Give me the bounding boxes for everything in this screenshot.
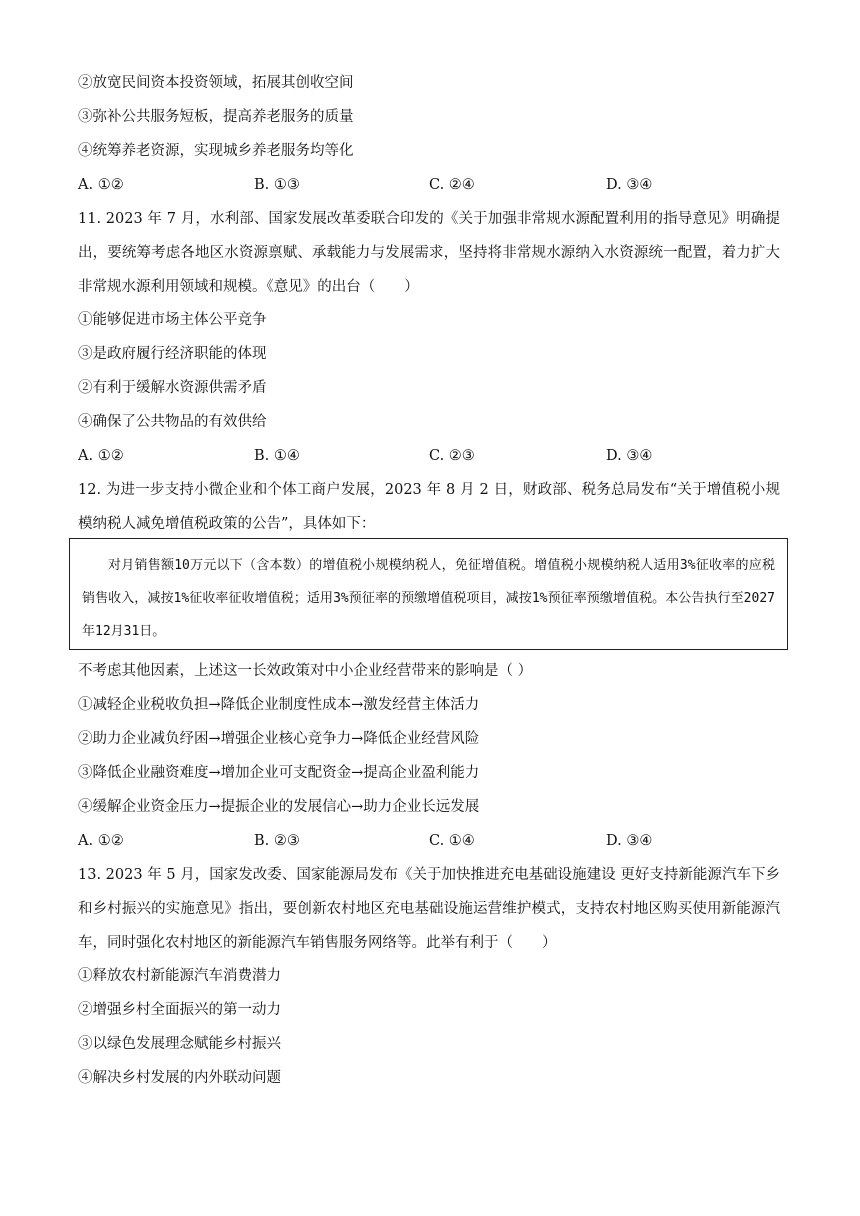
q12-option-d: D. ③④ — [606, 833, 653, 849]
q13-item-3: ③以绿色发展理念赋能乡村振兴 — [78, 1036, 281, 1052]
q12-notice-box: 对月销售额10万元以下（含本数）的增值税小规模纳税人，免征增值税。增值税小规模纳税人适用3%征收率的应税销售收入，减按1%征收率征收增值税；适用3%预征率的预缴增值税项目，减按1%预征率预缴增值税。本公告执行至2027年12月31日。 — [69, 538, 788, 650]
q10-option-b: B. ①③ — [254, 177, 300, 193]
q11-options — [78, 446, 778, 466]
q10-options — [78, 175, 778, 195]
q10-item-2: ②放宽民间资本投资领域，拓展其创收空间 — [78, 75, 354, 91]
q12-stem: 12. 为进一步支持小微企业和个体工商户发展，2023 年 8 月 2 日，财政部、税务总局发布“关于增值税小规模纳税人减免增值税政策的公告”，具体如下： — [78, 482, 780, 532]
q12-question: 不考虑其他因素，上述这一长效政策对中小企业经营带来的影响是（ ） — [78, 663, 533, 679]
q11-item-3: ③是政府履行经济职能的体现 — [78, 346, 267, 362]
q11-stem: 11. 2023 年 7 月，水利部、国家发展改革委联合印发的《关于加强非常规水源配置利用的指导意见》明确提出，要统筹考虑各地区水资源禀赋、承载能力与发展需求，坚持将非常规水源纳入水资源统一配置，着力扩大非常规水源利用领域和规模。《意见》的出台（ ） — [78, 211, 780, 295]
q11-item-1: ①能够促进市场主体公平竞争 — [78, 312, 267, 328]
q10-option-c: C. ②④ — [429, 177, 475, 193]
q13-item-1: ①释放农村新能源汽车消费潜力 — [78, 968, 281, 984]
q12-item-2: ②助力企业减负纾困→增强企业核心竞争力→降低企业经营风险 — [78, 731, 480, 747]
q12-option-b: B. ②③ — [254, 833, 300, 849]
q10-option-d: D. ③④ — [606, 177, 653, 193]
q12-option-a: A. ①② — [78, 833, 124, 849]
q12-item-3: ③降低企业融资难度→增加企业可支配资金→提高企业盈利能力 — [78, 765, 480, 781]
q12-options — [78, 831, 778, 851]
q13-item-2: ②增强乡村全面振兴的第一动力 — [78, 1002, 281, 1018]
q11-option-c: C. ②③ — [429, 448, 475, 464]
q10-item-4: ④统筹养老资源，实现城乡养老服务均等化 — [78, 143, 354, 159]
q12-item-1: ①减轻企业税收负担→降低企业制度性成本→激发经营主体活力 — [78, 697, 480, 713]
q11-option-d: D. ③④ — [606, 448, 653, 464]
q12-item-4: ④缓解企业资金压力→提振企业的发展信心→助力企业长远发展 — [78, 799, 480, 815]
q11-option-a: A. ①② — [78, 448, 124, 464]
q13-stem: 13. 2023 年 5 月，国家发改委、国家能源局发布《关于加快推进充电基础设施建设 更好支持新能源汽车下乡和乡村振兴的实施意见》指出，要创新农村地区充电基础设施运营维护模式，支持农村地区购买使用新能源汽车，同时强化农村地区的新能源汽车销售服务网络等。此举有利于（ ） — [78, 867, 780, 951]
q11-item-2: ②有利于缓解水资源供需矛盾 — [78, 380, 267, 396]
q13-item-4: ④解决乡村发展的内外联动问题 — [78, 1070, 281, 1086]
q10-option-a: A. ①② — [78, 177, 124, 193]
q12-option-c: C. ①④ — [429, 833, 475, 849]
q11-item-4: ④确保了公共物品的有效供给 — [78, 414, 267, 430]
q10-item-3: ③弥补公共服务短板，提高养老服务的质量 — [78, 109, 354, 125]
q11-option-b: B. ①④ — [254, 448, 300, 464]
